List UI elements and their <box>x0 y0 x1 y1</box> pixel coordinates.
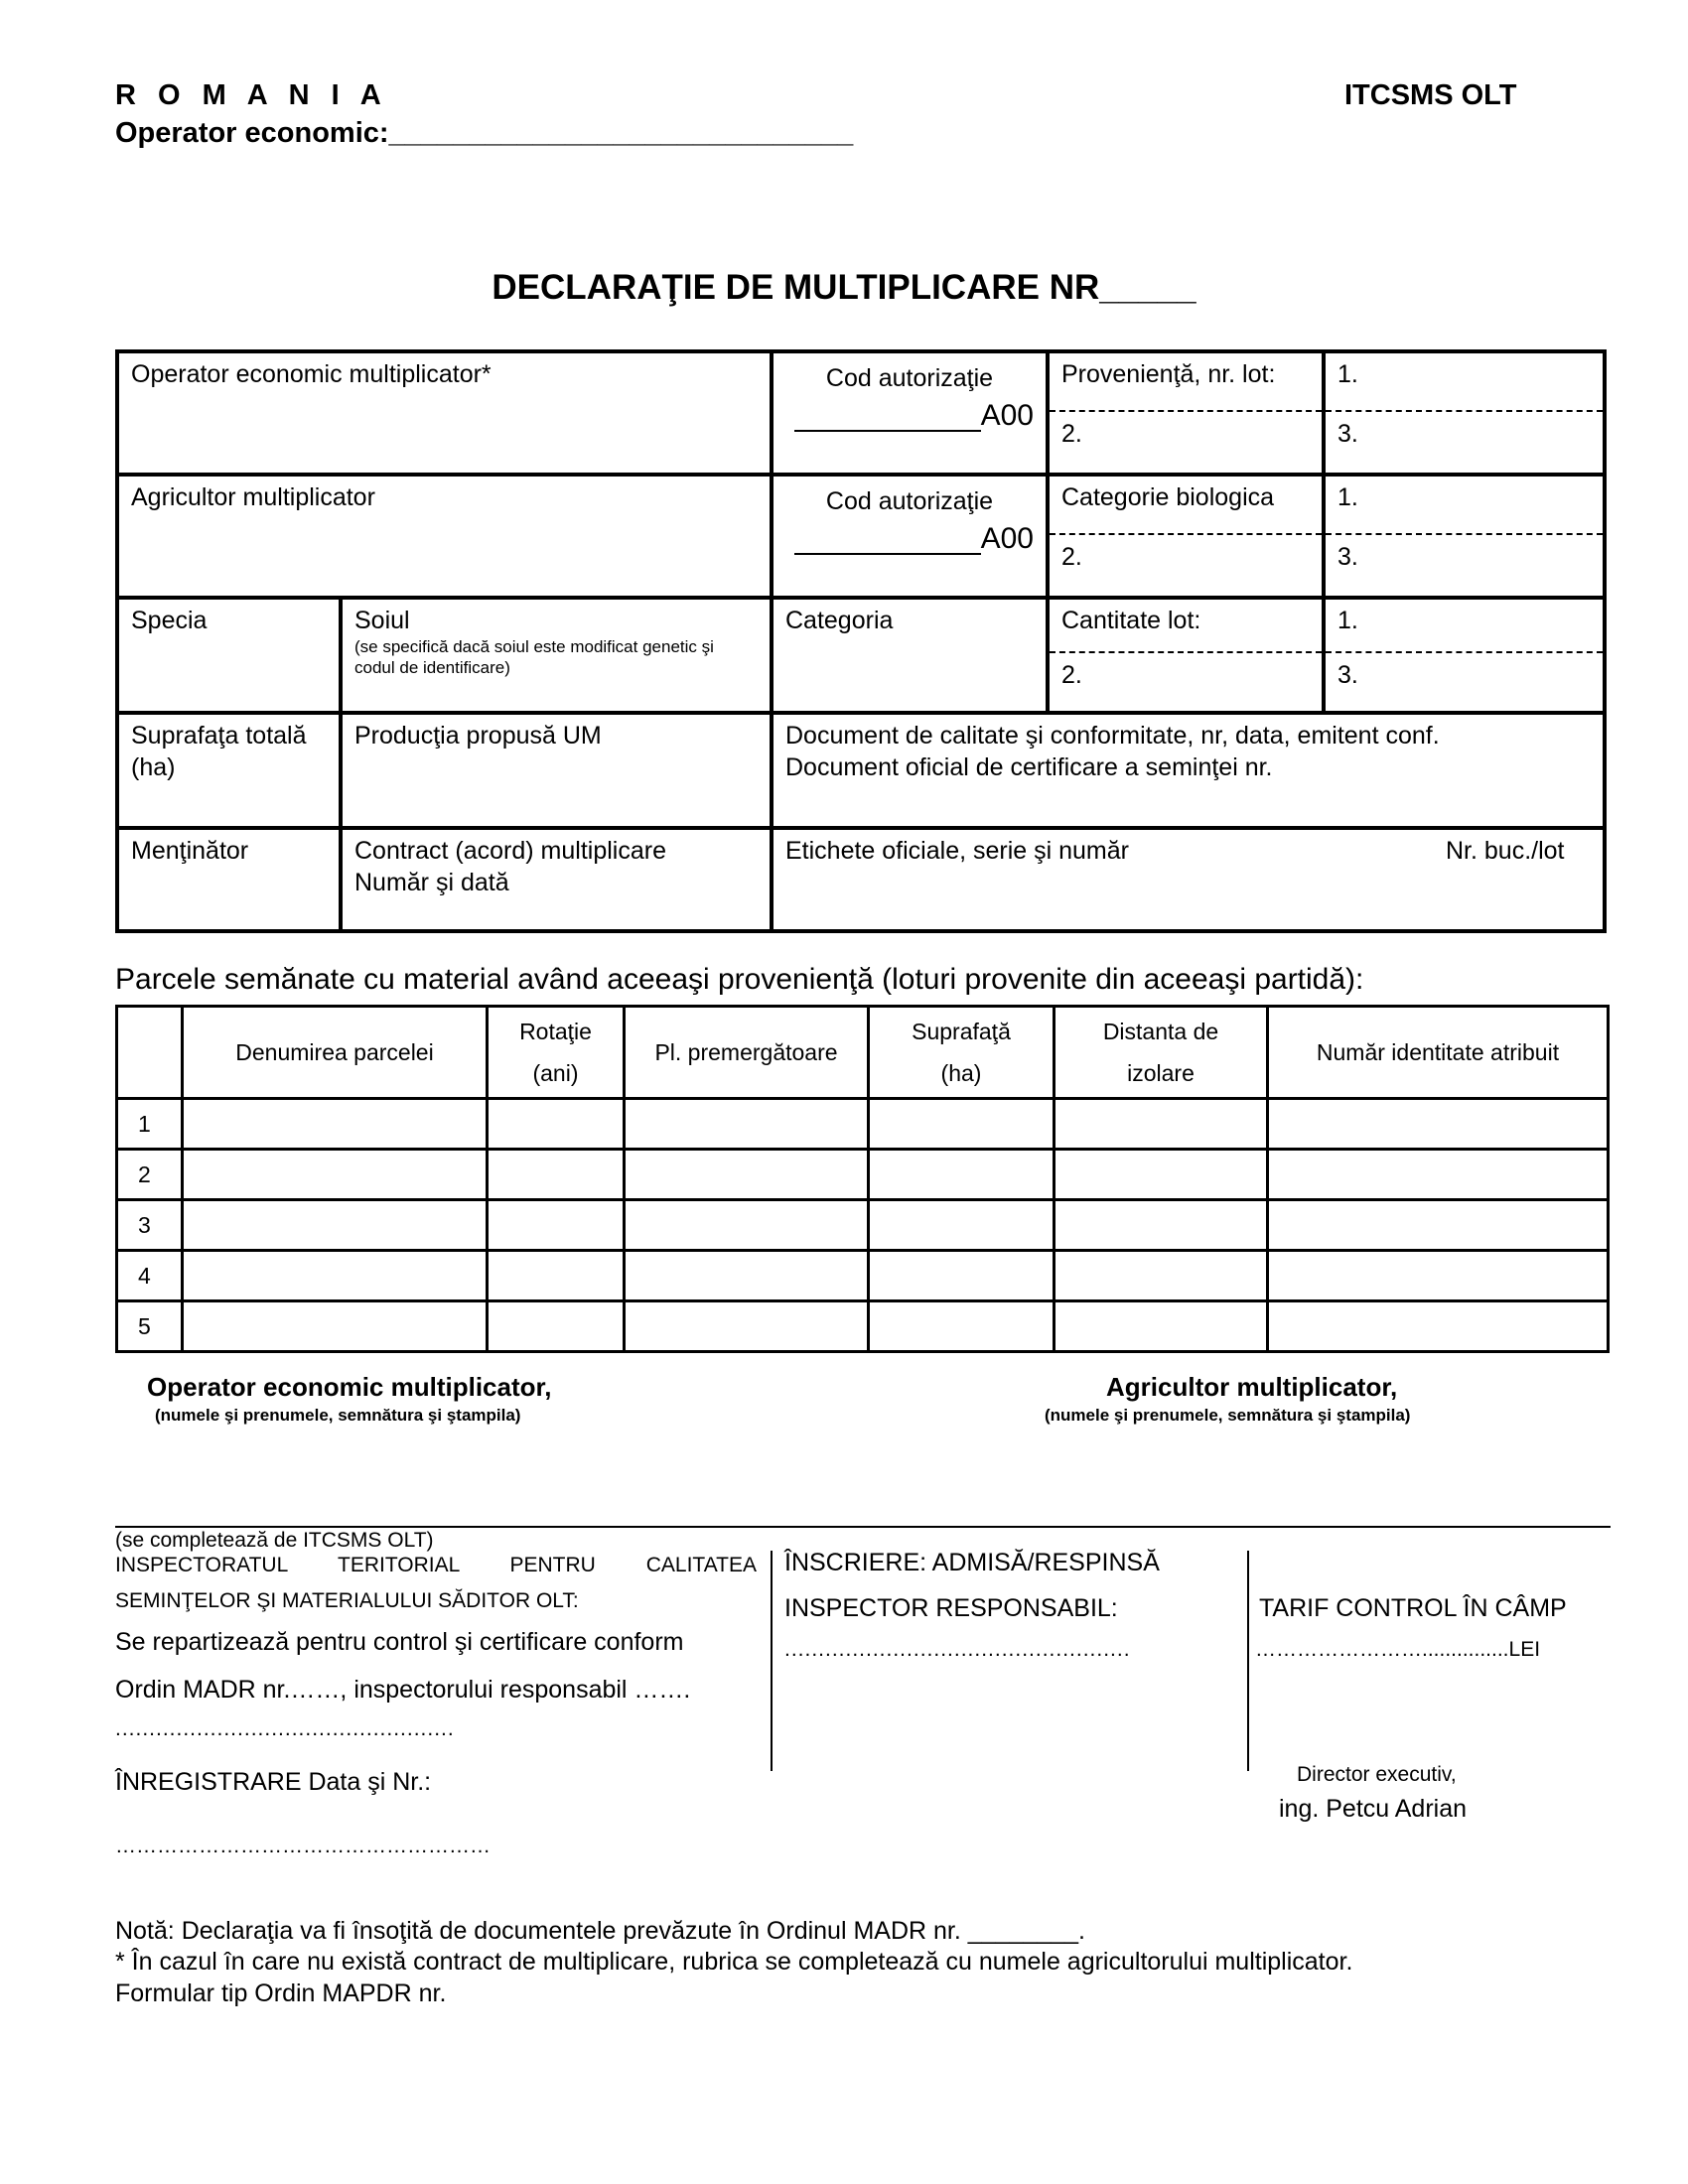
agricultor-signature-title: Agricultor multiplicator, <box>1106 1372 1398 1402</box>
cod-value-2: A00 <box>980 522 1034 555</box>
row-number: 2 <box>117 1150 183 1200</box>
table-cell[interactable] <box>1055 1200 1268 1251</box>
cantitate-2-label[interactable]: 2. <box>1061 661 1082 689</box>
categorie-biologica-label: Categorie biologica <box>1050 477 1322 535</box>
table-cell[interactable] <box>1055 1251 1268 1301</box>
table-cell[interactable] <box>869 1200 1055 1251</box>
cantitate-3-label[interactable]: 3. <box>1337 661 1358 689</box>
operator-signature-title: Operator economic multiplicator, <box>147 1372 552 1402</box>
table-cell[interactable] <box>1268 1150 1609 1200</box>
suprafata-totala-cell[interactable] <box>117 713 341 828</box>
table-cell[interactable] <box>625 1200 869 1251</box>
table-row <box>117 1099 1609 1150</box>
table-cell[interactable] <box>1268 1099 1609 1150</box>
inspector-responsabil-field[interactable]: ................................................... <box>784 1638 1131 1661</box>
repartizeaza-label: Se repartizează pentru control şi certificare conform <box>115 1628 684 1656</box>
mentinator-label: Menţinător <box>131 837 249 865</box>
provenienta-values-cell <box>1324 351 1605 475</box>
table-cell[interactable] <box>488 1200 625 1251</box>
table-cell[interactable] <box>869 1099 1055 1150</box>
header-rotatie-line1: Rotaţie <box>519 1019 592 1044</box>
etichete-cell[interactable] <box>772 828 1605 931</box>
header-distanta <box>1055 1007 1268 1099</box>
inspector-responsabil-label: INSPECTOR RESPONSABIL: <box>784 1594 1118 1622</box>
table-cell[interactable] <box>1055 1301 1268 1352</box>
main-form-table <box>115 349 1607 933</box>
itcsms-column-divider-2 <box>1247 1551 1249 1771</box>
director-label: Director executiv, <box>1297 1763 1457 1786</box>
row-number: 1 <box>117 1099 183 1150</box>
table-cell[interactable] <box>183 1301 488 1352</box>
contract-cell[interactable] <box>341 828 772 931</box>
cod-value: A00 <box>980 399 1034 432</box>
nota-text: Notă: Declaraţia va fi însoţită de documentele prevăzute în Ordinul MADR nr. ________. <box>115 1917 1085 1945</box>
inspector-name-field[interactable]: .................................................. <box>115 1717 455 1740</box>
row-number: 3 <box>117 1200 183 1251</box>
ordin-field[interactable]: Ordin MADR nr.……, inspectorului responsabil ……. <box>115 1676 691 1704</box>
nr-buc-label: Nr. buc./lot <box>1446 837 1565 865</box>
header-rotatie <box>488 1007 625 1099</box>
table-cell[interactable] <box>488 1251 625 1301</box>
lot-2-label[interactable]: 2. <box>1061 420 1082 448</box>
cod-autorizatie-label-2: Cod autorizaţie <box>825 487 994 515</box>
suprafata-totala-label: Suprafaţa totală (ha) <box>131 722 307 781</box>
cantitate-values-cell <box>1324 598 1605 713</box>
table-cell[interactable] <box>183 1251 488 1301</box>
categorie-3-label[interactable]: 3. <box>1337 543 1358 571</box>
categorie-2-label[interactable]: 2. <box>1061 543 1082 571</box>
agricultor-multiplicator-label: Agricultor multiplicator <box>131 483 375 511</box>
categoria-label: Categoria <box>785 607 894 634</box>
cod-autorizatie-label: Cod autorizaţie <box>825 364 994 392</box>
table-cell[interactable] <box>869 1150 1055 1200</box>
categorie-1-label[interactable]: 1. <box>1326 477 1603 535</box>
header-rotatie-line2: (ani) <box>532 1060 579 1086</box>
table-row <box>117 1301 1609 1352</box>
header-suprafata-line1: Suprafaţă <box>912 1019 1011 1044</box>
cantitate-lot-label: Cantitate lot: <box>1050 600 1322 653</box>
operator-multiplicator-label: Operator economic multiplicator* <box>131 360 492 388</box>
tarif-field[interactable]: ……………………...............LEI <box>1255 1638 1541 1661</box>
productia-propusa-cell[interactable] <box>341 713 772 828</box>
document-calitate-cell[interactable] <box>772 713 1605 828</box>
table-row <box>117 1150 1609 1200</box>
provenienta-cell <box>1048 351 1324 475</box>
cod-blank-line-2 <box>794 525 981 555</box>
numar-data-label: Număr şi dată <box>354 869 509 896</box>
contract-label: Contract (acord) multiplicare <box>354 837 666 865</box>
etichete-label: Etichete oficiale, serie şi număr <box>785 837 1129 865</box>
table-cell[interactable] <box>183 1150 488 1200</box>
header-numar: Număr identitate atribuit <box>1268 1007 1609 1099</box>
table-cell[interactable] <box>625 1251 869 1301</box>
table-cell[interactable] <box>183 1200 488 1251</box>
row-number: 4 <box>117 1251 183 1301</box>
agricultor-multiplicator-cell[interactable] <box>117 475 772 598</box>
page-title: DECLARAŢIE DE MULTIPLICARE NR_____ <box>492 268 1196 307</box>
inspectorate-line-2: SEMINŢELOR ŞI MATERIALULUI SĂDITOR OLT: <box>115 1589 579 1612</box>
header-suprafata-line2: (ha) <box>940 1060 982 1086</box>
table-row <box>117 1200 1609 1251</box>
document-oficial-label: Document oficial de certificare a seminţei nr. <box>785 753 1273 781</box>
lot-1-label[interactable]: 1. <box>1326 353 1603 412</box>
parcels-table <box>115 1005 1610 1353</box>
header-suprafata <box>869 1007 1055 1099</box>
asterisk-note: * În cazul în care nu există contract de multiplicare, rubrica se completează cu numele agricultorului multiplicator. <box>115 1948 1353 1976</box>
cantitate-lot-cell <box>1048 598 1324 713</box>
header-distanta-line1: Distanta de <box>1102 1019 1219 1044</box>
lot-3-label[interactable]: 3. <box>1337 420 1358 448</box>
table-cell[interactable] <box>1055 1150 1268 1200</box>
provenienta-label: Provenienţă, nr. lot: <box>1050 353 1322 412</box>
operator-signature-note: (numele şi prenumele, semnătura şi ştampila) <box>155 1406 521 1425</box>
header-denumire: Denumirea parcelei <box>183 1007 488 1099</box>
cantitate-1-label[interactable]: 1. <box>1326 600 1603 653</box>
inregistrare-label: ÎNREGISTRARE Data şi Nr.: <box>115 1768 432 1796</box>
inregistrare-field[interactable]: ……………………………………………… <box>115 1835 491 1857</box>
table-cell[interactable] <box>625 1150 869 1200</box>
header-distanta-line2: izolare <box>1127 1060 1195 1086</box>
table-cell[interactable] <box>869 1251 1055 1301</box>
operator-multiplicator-cell[interactable] <box>117 351 772 475</box>
completed-by-label: (se completează de ITCSMS OLT) <box>115 1529 434 1552</box>
soiul-label: Soiul <box>354 607 410 634</box>
operator-economic-field[interactable]: Operator economic:_____________________________ <box>115 117 854 149</box>
itcsms-column-divider-1 <box>771 1551 773 1771</box>
document-calitate-label: Document de calitate şi conformitate, nr, data, emitent conf. <box>785 722 1440 750</box>
table-cell[interactable] <box>1055 1099 1268 1150</box>
cod-blank-line <box>794 402 981 432</box>
specia-label: Specia <box>131 607 208 634</box>
productia-propusa-label: Producţia propusă UM <box>354 722 602 750</box>
table-cell[interactable] <box>1268 1200 1609 1251</box>
tarif-label: TARIF CONTROL ÎN CÂMP <box>1259 1594 1567 1622</box>
specia-cell[interactable] <box>117 598 341 713</box>
table-cell[interactable] <box>625 1099 869 1150</box>
soiul-cell[interactable] <box>341 598 772 713</box>
table-row <box>117 1251 1609 1301</box>
table-cell[interactable] <box>183 1099 488 1150</box>
director-name: ing. Petcu Adrian <box>1279 1795 1468 1823</box>
categorie-biologica-cell <box>1048 475 1324 598</box>
header-nr <box>117 1007 183 1099</box>
row-number: 5 <box>117 1301 183 1352</box>
mentinator-cell[interactable] <box>117 828 341 931</box>
table-cell[interactable] <box>625 1301 869 1352</box>
cod-autorizatie-operator-cell[interactable] <box>772 351 1048 475</box>
table-cell[interactable] <box>488 1150 625 1200</box>
soiul-note: (se specifică dacă soiul este modificat genetic şi codul de identificare) <box>354 637 714 677</box>
table-cell[interactable] <box>1268 1301 1609 1352</box>
parcels-caption: Parcele semănate cu material având aceeaşi provenienţă (loturi provenite din aceeaşi partidă): <box>115 963 1364 996</box>
inspectorate-line-1: INSPECTORATUL TERITORIAL PENTRU CALITATEA <box>115 1554 757 1576</box>
table-cell[interactable] <box>488 1099 625 1150</box>
cod-autorizatie-agricultor-cell[interactable] <box>772 475 1048 598</box>
header-pl: Pl. premergătoare <box>625 1007 869 1099</box>
itcsms-divider <box>115 1526 1611 1528</box>
agricultor-signature-note: (numele şi prenumele, semnătura şi ştampila) <box>1045 1406 1411 1425</box>
table-cell[interactable] <box>869 1301 1055 1352</box>
categoria-cell[interactable] <box>772 598 1048 713</box>
country-label: R O M A N I A <box>115 79 388 111</box>
formular-note: Formular tip Ordin MAPDR nr. <box>115 1979 447 2007</box>
table-cell[interactable] <box>488 1301 625 1352</box>
agency-label: ITCSMS OLT <box>1344 79 1517 111</box>
categorie-values-cell <box>1324 475 1605 598</box>
table-cell[interactable] <box>1268 1251 1609 1301</box>
inscriere-label: ÎNSCRIERE: ADMISĂ/RESPINSĂ <box>784 1549 1160 1576</box>
